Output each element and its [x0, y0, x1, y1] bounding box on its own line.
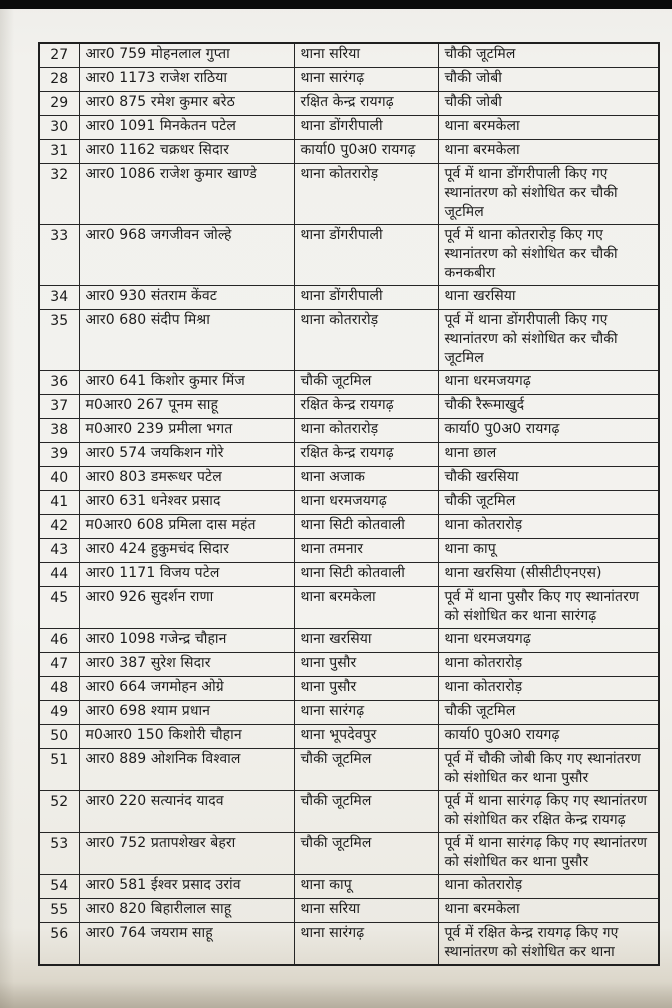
row-serial: 49	[39, 701, 79, 725]
row-to-posting: चौकी जूटमिल	[438, 491, 659, 515]
row-serial: 44	[39, 563, 79, 587]
row-from-posting: थाना डोंगरीपाली	[294, 225, 438, 286]
row-serial: 31	[39, 140, 79, 164]
table-row	[39, 491, 659, 515]
row-name: आर0 664 जगमोहन ओग्रे	[79, 677, 294, 701]
row-name: आर0 1173 राजेश राठिया	[79, 68, 294, 92]
row-name: आर0 641 किशोर कुमार मिंज	[79, 371, 294, 395]
row-serial: 55	[39, 899, 79, 923]
row-name: म0आर0 267 पूनम साहू	[79, 395, 294, 419]
row-name: आर0 803 डमरूधर पटेल	[79, 467, 294, 491]
row-serial: 53	[39, 833, 79, 875]
row-from-posting: रक्षित केन्द्र रायगढ़	[294, 395, 438, 419]
table-row	[39, 310, 659, 371]
row-to-posting: पूर्व में थाना पुसौर किए गए स्थानांतरण को संशोधित कर थाना सारंगढ़	[438, 587, 659, 629]
table-row	[39, 116, 659, 140]
table-row	[39, 677, 659, 701]
transfer-table	[38, 42, 660, 966]
row-serial: 43	[39, 539, 79, 563]
row-serial: 40	[39, 467, 79, 491]
row-from-posting: कार्या0 पु0अ0 रायगढ़	[294, 140, 438, 164]
row-name: आर0 581 ईश्वर प्रसाद उरांव	[79, 875, 294, 899]
row-from-posting: थाना डोंगरीपाली	[294, 286, 438, 310]
row-to-posting: थाना कोतरारोड़	[438, 677, 659, 701]
row-name: म0आर0 150 किशोरी चौहान	[79, 725, 294, 749]
row-serial: 48	[39, 677, 79, 701]
table-row	[39, 587, 659, 629]
row-serial: 54	[39, 875, 79, 899]
row-name: आर0 926 सुदर्शन राणा	[79, 587, 294, 629]
row-serial: 32	[39, 164, 79, 225]
row-serial: 33	[39, 225, 79, 286]
table-row	[39, 749, 659, 791]
row-serial: 42	[39, 515, 79, 539]
row-to-posting: पूर्व में थाना सारंगढ़ किए गए स्थानांतरण को संशोधित कर रक्षित केन्द्र रायगढ़	[438, 791, 659, 833]
row-to-posting: थाना कोतरारोड़	[438, 653, 659, 677]
row-serial: 29	[39, 92, 79, 116]
row-from-posting: थाना कापू	[294, 875, 438, 899]
row-name: आर0 698 श्याम प्रधान	[79, 701, 294, 725]
row-from-posting: थाना खरसिया	[294, 629, 438, 653]
row-name: आर0 764 जयराम साहू	[79, 923, 294, 966]
row-serial: 51	[39, 749, 79, 791]
row-from-posting: चौकी जूटमिल	[294, 749, 438, 791]
row-serial: 46	[39, 629, 79, 653]
row-name: आर0 424 हुकुमचंद सिदार	[79, 539, 294, 563]
row-serial: 27	[39, 43, 79, 68]
table-row	[39, 467, 659, 491]
row-from-posting: थाना बरमकेला	[294, 587, 438, 629]
table-row	[39, 164, 659, 225]
table-row	[39, 515, 659, 539]
row-serial: 50	[39, 725, 79, 749]
row-to-posting: थाना छाल	[438, 443, 659, 467]
table-row	[39, 791, 659, 833]
row-from-posting: थाना पुसौर	[294, 677, 438, 701]
table-row	[39, 68, 659, 92]
row-name: आर0 968 जगजीवन जोल्हे	[79, 225, 294, 286]
table-row	[39, 43, 659, 68]
transfer-table-body	[39, 43, 659, 965]
row-from-posting: थाना कोतरारोड़	[294, 310, 438, 371]
row-serial: 30	[39, 116, 79, 140]
row-name: आर0 574 जयकिशन गोरे	[79, 443, 294, 467]
row-to-posting: कार्या0 पु0अ0 रायगढ़	[438, 725, 659, 749]
row-from-posting: थाना सारंगढ़	[294, 923, 438, 966]
row-from-posting: थाना अजाक	[294, 467, 438, 491]
row-to-posting: चौकी जोबी	[438, 68, 659, 92]
row-to-posting: थाना धरमजयगढ़	[438, 371, 659, 395]
row-from-posting: थाना भूपदेवपुर	[294, 725, 438, 749]
row-to-posting: थाना बरमकेला	[438, 899, 659, 923]
row-to-posting: चौकी जोबी	[438, 92, 659, 116]
row-serial: 38	[39, 419, 79, 443]
table-row	[39, 443, 659, 467]
row-from-posting: थाना धरमजयगढ़	[294, 491, 438, 515]
row-to-posting: चौकी खरसिया	[438, 467, 659, 491]
table-row	[39, 563, 659, 587]
table-row	[39, 899, 659, 923]
row-name: आर0 752 प्रतापशेखर बेहरा	[79, 833, 294, 875]
row-name: आर0 759 मोहनलाल गुप्ता	[79, 43, 294, 68]
row-serial: 41	[39, 491, 79, 515]
table-row	[39, 833, 659, 875]
row-to-posting: पूर्व में रक्षित केन्द्र रायगढ़ किए गए स्थानांतरण को संशोधित कर थाना	[438, 923, 659, 966]
row-to-posting: पूर्व में थाना कोतरारोड़ किए गए स्थानांतरण को संशोधित कर चौकी कनकबीरा	[438, 225, 659, 286]
row-from-posting: थाना सरिया	[294, 899, 438, 923]
row-to-posting: पूर्व में थाना डोंगरीपाली किए गए स्थानांतरण को संशोधित कर चौकी जूटमिल	[438, 164, 659, 225]
row-to-posting: थाना कापू	[438, 539, 659, 563]
row-serial: 56	[39, 923, 79, 966]
table-row	[39, 395, 659, 419]
row-serial: 34	[39, 286, 79, 310]
row-name: आर0 680 संदीप मिश्रा	[79, 310, 294, 371]
table-row	[39, 371, 659, 395]
table-row	[39, 225, 659, 286]
row-serial: 35	[39, 310, 79, 371]
row-to-posting: थाना कोतरारोड़	[438, 875, 659, 899]
table-row	[39, 140, 659, 164]
row-to-posting: चौकी जूटमिल	[438, 701, 659, 725]
row-from-posting: थाना डोंगरीपाली	[294, 116, 438, 140]
table-row	[39, 653, 659, 677]
row-from-posting: रक्षित केन्द्र रायगढ़	[294, 443, 438, 467]
row-from-posting: थाना कोतरारोड़	[294, 164, 438, 225]
row-from-posting: थाना सिटी कोतवाली	[294, 515, 438, 539]
row-serial: 39	[39, 443, 79, 467]
row-name: आर0 820 बिहारीलाल साहू	[79, 899, 294, 923]
row-to-posting: थाना बरमकेला	[438, 140, 659, 164]
row-serial: 52	[39, 791, 79, 833]
table-row	[39, 286, 659, 310]
row-name: आर0 1098 गजेन्द्र चौहान	[79, 629, 294, 653]
row-to-posting: चौकी रैरूमाखुर्द	[438, 395, 659, 419]
row-from-posting: थाना सरिया	[294, 43, 438, 68]
row-to-posting: पूर्व में चौकी जोबी किए गए स्थानांतरण को संशोधित कर थाना पुसौर	[438, 749, 659, 791]
table-row	[39, 725, 659, 749]
table-row	[39, 923, 659, 966]
row-name: आर0 1086 राजेश कुमार खाण्डे	[79, 164, 294, 225]
row-from-posting: चौकी जूटमिल	[294, 371, 438, 395]
row-to-posting: थाना बरमकेला	[438, 116, 659, 140]
scan-edge-bottom-shade	[0, 982, 672, 1008]
row-to-posting: थाना धरमजयगढ़	[438, 629, 659, 653]
row-name: आर0 1162 चक्रधर सिदार	[79, 140, 294, 164]
row-name: म0आर0 608 प्रमिला दास महंत	[79, 515, 294, 539]
row-to-posting: थाना खरसिया	[438, 286, 659, 310]
row-serial: 28	[39, 68, 79, 92]
row-name: आर0 387 सुरेश सिदार	[79, 653, 294, 677]
row-to-posting: पूर्व में थाना डोंगरीपाली किए गए स्थानांतरण को संशोधित कर चौकी जूटमिल	[438, 310, 659, 371]
row-from-posting: थाना तमनार	[294, 539, 438, 563]
row-name: म0आर0 239 प्रमीला भगत	[79, 419, 294, 443]
table-row	[39, 701, 659, 725]
scan-edge-left-shade	[0, 9, 14, 1008]
row-name: आर0 930 संतराम केंवट	[79, 286, 294, 310]
row-from-posting: चौकी जूटमिल	[294, 791, 438, 833]
table-row	[39, 875, 659, 899]
row-name: आर0 1091 मिनकेतन पटेल	[79, 116, 294, 140]
row-from-posting: थाना सारंगढ़	[294, 68, 438, 92]
row-to-posting: थाना खरसिया (सीसीटीएनएस)	[438, 563, 659, 587]
row-to-posting: पूर्व में थाना सारंगढ़ किए गए स्थानांतरण को संशोधित कर थाना पुसौर	[438, 833, 659, 875]
table-row	[39, 629, 659, 653]
row-from-posting: रक्षित केन्द्र रायगढ़	[294, 92, 438, 116]
table-row	[39, 539, 659, 563]
scan-edge-top-bar	[0, 0, 672, 9]
row-name: आर0 889 ओशनिक विश्वाल	[79, 749, 294, 791]
row-from-posting: थाना कोतरारोड़	[294, 419, 438, 443]
row-serial: 47	[39, 653, 79, 677]
table-row	[39, 92, 659, 116]
row-serial: 45	[39, 587, 79, 629]
row-name: आर0 1171 विजय पटेल	[79, 563, 294, 587]
row-from-posting: थाना सारंगढ़	[294, 701, 438, 725]
row-serial: 37	[39, 395, 79, 419]
row-from-posting: चौकी जूटमिल	[294, 833, 438, 875]
row-name: आर0 220 सत्यानंद यादव	[79, 791, 294, 833]
row-name: आर0 631 धनेश्वर प्रसाद	[79, 491, 294, 515]
row-from-posting: थाना पुसौर	[294, 653, 438, 677]
row-from-posting: थाना सिटी कोतवाली	[294, 563, 438, 587]
document-sheet	[38, 42, 658, 966]
row-name: आर0 875 रमेश कुमार बरेठ	[79, 92, 294, 116]
row-to-posting: थाना कोतरारोड़	[438, 515, 659, 539]
table-row	[39, 419, 659, 443]
row-serial: 36	[39, 371, 79, 395]
row-to-posting: कार्या0 पु0अ0 रायगढ़	[438, 419, 659, 443]
row-to-posting: चौकी जूटमिल	[438, 43, 659, 68]
